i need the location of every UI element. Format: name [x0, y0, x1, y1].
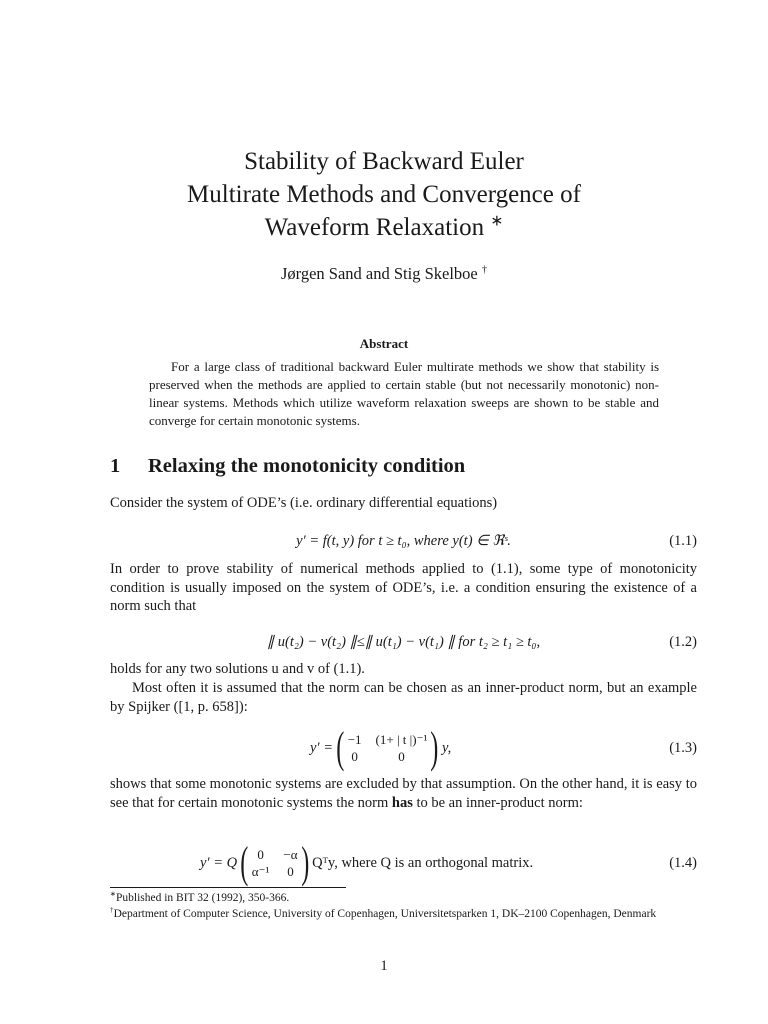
paragraph-1: Consider the system of ODE’s (i.e. ordinary differential equations) — [110, 495, 498, 511]
paragraph-4: Most often it is assumed that the norm can be chosen as an inner-product norm, but an example by Spijker ([1, p. 658]): — [110, 680, 697, 715]
matrix-cell: 0 — [351, 749, 358, 764]
title-line-3-text: Waveform Relaxation — [264, 214, 485, 241]
footnote-1-mark: ∗ — [110, 890, 116, 899]
matrix-cell: −α — [283, 847, 298, 862]
equation-1-1-tag: (1.1) — [669, 533, 697, 549]
equation-1-2 — [110, 634, 697, 660]
footnote-1 — [110, 891, 697, 906]
equation-1-4-lhs: y′ = Q — [200, 854, 238, 871]
abstract-heading: Abstract — [359, 336, 409, 351]
matrix-cell: 0 — [287, 864, 294, 879]
page-number: 1 — [380, 958, 388, 974]
title-line-1: Stability of Backward Euler — [244, 148, 524, 175]
paper-title — [0, 145, 768, 244]
equation-1-2-body: ∥ u(t₂) − v(t₂) ∥≤∥ u(t₁) − v(t₁) ∥ for t₂ ≥ t₁ ≥ t₀, — [266, 634, 541, 650]
equation-1-1-body: y′ = f(t, y) for t ≥ t₀, where y(t) ∈ ℜˢ. — [296, 533, 511, 549]
equation-1-3-rhs: y, — [442, 739, 452, 756]
title-line-3 — [0, 211, 768, 244]
matrix-cell: 0 — [398, 749, 405, 764]
section-number: 1 — [110, 455, 121, 477]
left-paren: ( — [240, 838, 249, 887]
paragraph-2: In order to prove stability of numerical methods applied to (1.1), some type of monotonicity condition is usually imposed on the system of ODE’s, i.e. a condition ensuring the existence of a norm such that — [110, 561, 697, 614]
equation-1-4-rhs: Qᵀy, where Q is an orthogonal matrix. — [312, 854, 534, 871]
equation-1-3-tag: (1.3) — [669, 740, 697, 756]
equation-1-3-lhs: y′ = — [310, 739, 334, 756]
paragraph-5-bold: has — [391, 794, 413, 811]
author-footnote-mark: † — [481, 264, 487, 276]
equation-1-4-body — [200, 838, 534, 887]
authors — [0, 264, 768, 284]
footnote-rule — [110, 887, 346, 888]
section-heading — [110, 455, 465, 478]
paragraph-5-start: shows that some monotonic systems are excluded by that assumption. On the other hand, it is easy to see that for certain monotonic systems the norm — [110, 776, 697, 811]
matrix-cell: (1+ | t |)⁻¹ — [375, 732, 428, 747]
right-paren: ) — [300, 838, 309, 887]
title-footnote-mark: ∗ — [490, 212, 504, 230]
paragraph-5-end: to be an inner-product norm: — [412, 794, 583, 811]
equation-1-3-matrix — [348, 731, 428, 765]
paragraph-3: holds for any two solutions u and v of (1.1). — [110, 661, 365, 677]
section-title: Relaxing the monotonicity condition — [148, 455, 466, 477]
left-paren: ( — [336, 723, 345, 772]
equation-1-1 — [110, 533, 697, 559]
equation-1-4-matrix — [252, 846, 298, 880]
abstract-text: For a large class of traditional backward Euler multirate methods we show that stability is preserved when the methods are applied to certain stable (but not necessarily monotonic) non-linear systems. Methods which utilize waveform relaxation sweeps are shown to be stable and converge for certain monotonic systems. — [149, 359, 659, 428]
title-line-2: Multirate Methods and Convergence of — [187, 181, 581, 208]
footnote-2-text: Department of Computer Science, University of Copenhagen, Universitetsparken 1, DK–2100 Copenhagen, Denmark — [113, 908, 657, 920]
right-paren: ) — [430, 723, 439, 772]
footnote-2-mark: † — [110, 906, 114, 915]
paragraph-5 — [110, 775, 697, 812]
matrix-cell: −1 — [347, 732, 362, 747]
footnote-1-text: Published in BIT 32 (1992), 350-366. — [115, 892, 290, 904]
equation-1-4-tag: (1.4) — [669, 855, 697, 871]
equation-1-4 — [110, 838, 697, 887]
equation-1-2-tag: (1.2) — [669, 634, 697, 650]
equation-1-3 — [110, 723, 697, 772]
author-names: Jørgen Sand and Stig Skelboe — [280, 264, 478, 283]
matrix-cell: α⁻¹ — [251, 864, 270, 879]
matrix-cell: 0 — [257, 847, 264, 862]
equation-1-3-body — [310, 723, 452, 772]
footnote-2 — [110, 907, 697, 922]
